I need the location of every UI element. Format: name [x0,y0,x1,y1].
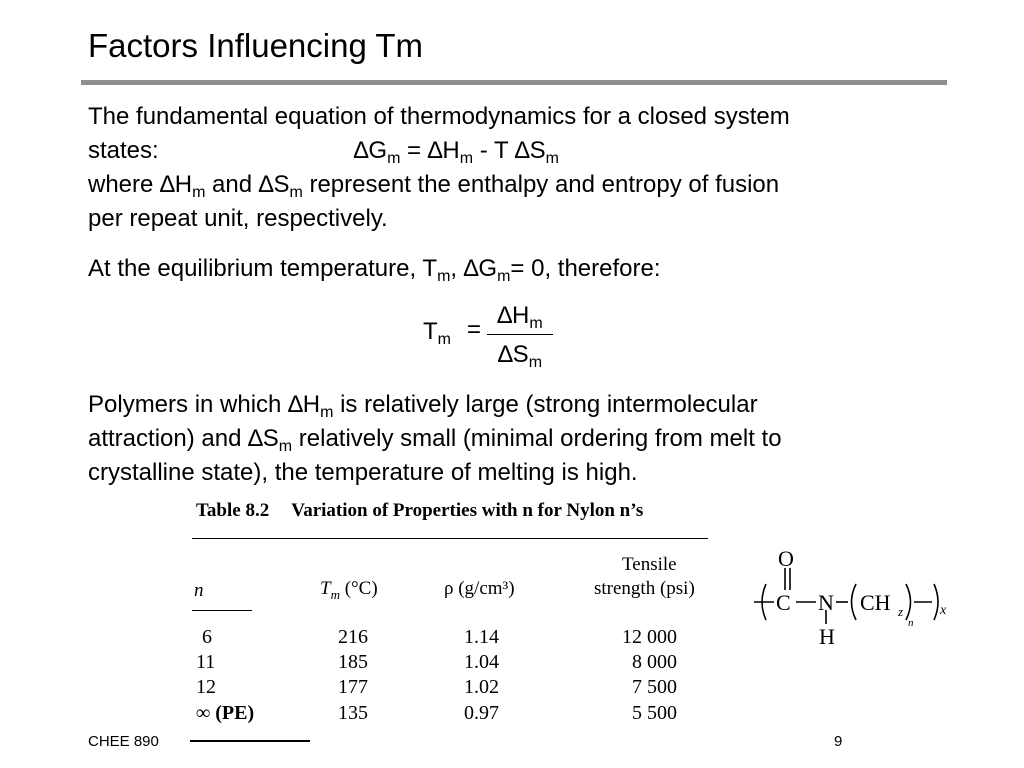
table-top-rule [192,538,708,539]
equals-sign: = [467,316,482,343]
table-label: Table 8.2 [196,500,270,521]
paragraph-line: The fundamental equation of thermodynamics for a closed system [88,103,790,130]
subscript: m [192,184,206,201]
table-cell-n: 11 [196,651,216,673]
subscript: m [320,404,334,421]
text-run: Polymers in which ∆H [88,391,321,418]
inner-right-paren [906,584,911,620]
table-cell-tm: 185 [338,651,368,673]
formula-symbol: ∆H [497,302,530,329]
header-tm-unit: (°C) [339,578,378,599]
footer-course-code: CHEE 890 [88,733,159,750]
table-cell-n: 6 [202,626,212,648]
subscript: m [278,438,293,455]
subscript: m [289,184,303,201]
paragraph-line: crystalline state), the temperature of melting is high. [88,459,638,486]
text-run: where ∆H [88,171,193,198]
fraction-denominator [487,339,553,371]
text-run: is relatively large (strong intermolecular [333,391,758,418]
methylene-group: CH [860,590,891,615]
table-cell-density: 1.14 [464,626,499,648]
eq-term: ∆G [353,137,388,164]
paragraph-line [88,134,958,168]
nylon-repeat-unit-structure [748,550,958,650]
paragraph-line: per repeat unit, respectively. [88,205,388,232]
table-cell-density: 1.02 [464,676,499,698]
formula-subscript: m [529,315,543,332]
eq-term: = ∆H [400,137,460,164]
subscript: m [497,268,511,285]
header-density: ρ (g/cm³) [444,578,515,599]
table-cell-tensile: 5 500 [632,702,677,724]
right-bracket [934,584,938,620]
header-tm-subscript: m [330,587,340,602]
paragraph-line [88,168,958,202]
oxygen-atom: O [778,550,794,571]
table-cell-density: 0.97 [464,702,499,724]
table-cell-tensile: 8 000 [632,651,677,673]
header-rule [192,610,252,611]
gibbs-equation [353,137,559,167]
slide-title: Factors Influencing Tm [88,27,424,64]
footer-scan-mark [190,740,310,742]
table-caption-text: Variation of Properties with n for Nylon n’s [291,500,644,521]
formula-symbol: ∆S [497,341,529,368]
text-run: relatively small (minimal ordering from melt to [292,425,782,452]
table-cell-n: 12 [196,676,216,698]
header-tm-symbol: T [320,578,331,599]
nitrogen-atom: N [818,590,834,615]
subscript: m [437,268,451,285]
subscript-n: n [908,617,914,629]
formula-subscript: m [528,354,543,371]
hydrogen-atom: H [819,624,835,649]
paragraph-line [88,422,958,456]
table-cell-tm: 135 [338,702,368,724]
eq-term: - T ∆S [473,137,546,164]
carbon-atom: C [776,590,791,615]
table-cell-tensile: 12 000 [622,626,677,648]
states-label: states: [88,137,159,164]
text-run: represent the enthalpy and entropy of fusion [302,171,780,198]
paragraph-line [88,388,958,422]
eq-subscript: m [387,150,401,167]
subscript-z: z [898,604,904,619]
text-run: At the equilibrium temperature, T [88,255,438,282]
text-run: and ∆S [205,171,290,198]
text-run: = 0, therefore: [510,255,661,282]
table-cell-density: 1.04 [464,651,499,673]
fraction-numerator [487,300,553,332]
inner-left-paren [852,584,857,620]
formula-lhs [423,318,451,346]
paragraph-equilibrium [88,252,661,286]
table-cell-n: ∞ (PE) [196,702,255,724]
table-cell-tensile: 7 500 [632,676,677,698]
header-tm [320,578,378,600]
header-tensile-line2: strength (psi) [594,578,695,599]
eq-subscript: m [545,150,559,167]
paragraph-gibbs-equation [88,100,958,236]
text-run: attraction) and ∆S [88,425,279,452]
header-n: n [194,580,204,601]
text-run: , ∆G [450,255,498,282]
formula-subscript: m [437,331,451,348]
table-cell-tm: 216 [338,626,368,648]
paragraph-polymers [88,388,958,490]
formula-symbol: T [423,318,438,345]
fraction-bar [487,334,553,335]
title-divider [81,80,947,85]
fraction [487,300,553,371]
table-caption [196,500,643,522]
eq-subscript: m [459,150,474,167]
footer-page-number: 9 [834,733,843,750]
subscript-x: x [940,603,947,618]
structure-drawing [748,550,958,650]
header-tensile-line1: Tensile [622,554,677,575]
table-cell-tm: 177 [338,676,368,698]
